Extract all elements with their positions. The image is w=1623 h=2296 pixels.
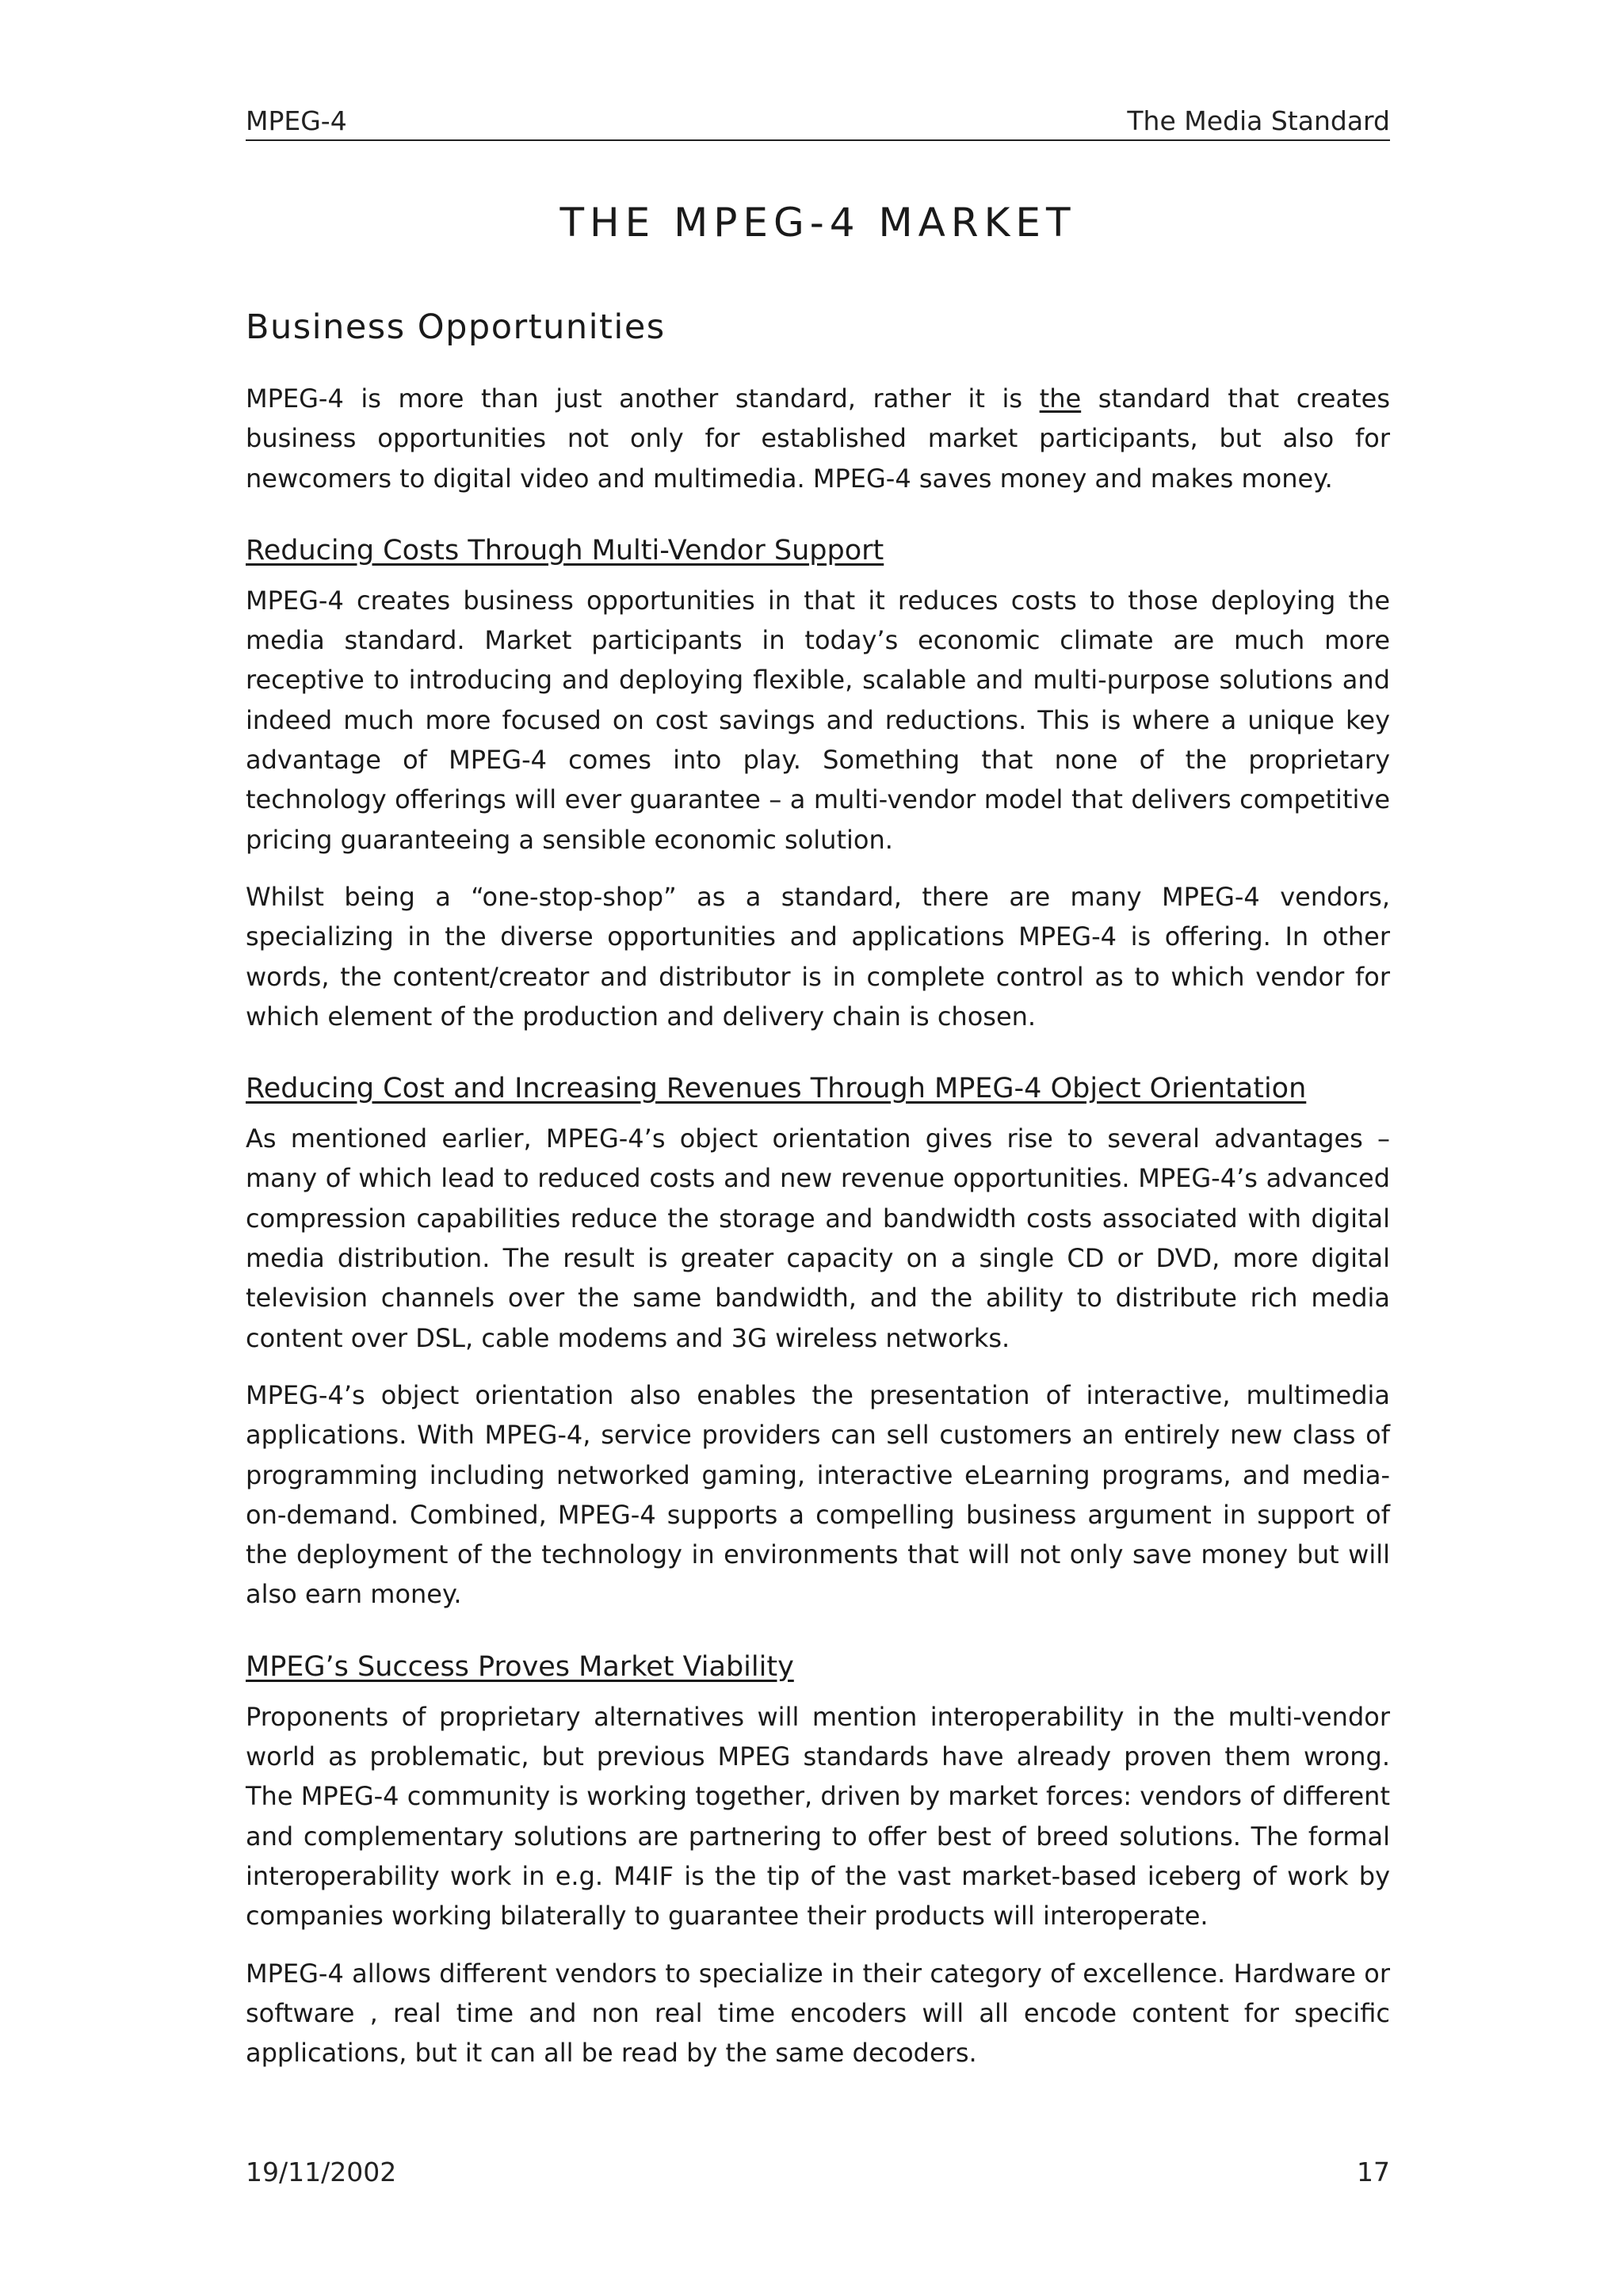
subsection-heading-object-orientation: Reducing Cost and Increasing Revenues Through MPEG-4 Object Orientation xyxy=(246,1073,1307,1105)
footer-date: 19/11/2002 xyxy=(246,2157,397,2187)
intro-emphasis: the xyxy=(1039,383,1082,414)
paragraph: Whilst being a “one-stop-shop” as a standard, there are many MPEG-4 vendors, specializing in the diverse opportunities and applications MPEG-4 is offering. In other words, the content/creator and distributor is in complete control as to which vendor for which element of the production and delivery chain is chosen. xyxy=(246,881,1390,1032)
paragraph: MPEG-4’s object orientation also enables the presentation of interactive, multimedia applications. With MPEG-4, service providers can sell customers an entirely new class of programming including networked gaming, interactive eLearning programs, and media-on-demand. Combined, MPEG-4 supports a compelling business argument in support of the deployment of the technology in environments that will not only save money but will also earn money. xyxy=(246,1379,1390,1610)
paragraph: MPEG-4 creates business opportunities in that it reduces costs to those deploying the media standard. Market participants in today’s economic climate are much more receptive to introducing and deploying flexible, scalable and multi-purpose solutions and indeed much more focused on cost savings and reductions. This is where a unique key advantage of MPEG-4 comes into play. Something that none of the proprietary technology offerings will ever guarantee – a multi-vendor model that delivers competitive pricing guaranteeing a sensible economic solution. xyxy=(246,585,1390,855)
section-heading: Business Opportunities xyxy=(246,307,666,347)
intro-text-before: MPEG-4 is more than just another standard, rather it is xyxy=(246,383,1040,414)
paragraph: Proponents of proprietary alternatives will mention interoperability in the multi-vendor world as problematic, but previous MPEG standards have already proven them wrong. The MPEG-4 community is working together, driven by market forces: vendors of different and complementary solutions are partnering to offer best of breed solutions. The formal interoperability work in e.g. M4IF is the tip of the vast market-based iceberg of work by companies working bilaterally to guarantee their products will interoperate. xyxy=(246,1701,1390,1932)
page-content xyxy=(246,307,1390,2090)
page-header xyxy=(246,93,1390,141)
subsection-heading-market-viability: MPEG’s Success Proves Market Viability xyxy=(246,1650,794,1683)
header-right: The Media Standard xyxy=(1127,105,1390,136)
paragraph: MPEG-4 allows different vendors to specialize in their category of excellence. Hardware or software , real time and non real time encoders will all encode content for specific applications, but it can all be read by the same decoders. xyxy=(246,1958,1390,2069)
page-footer xyxy=(246,2157,1390,2187)
subsection-heading-multi-vendor: Reducing Costs Through Multi-Vendor Support xyxy=(246,534,884,566)
paragraph: As mentioned earlier, MPEG-4’s object orientation gives rise to several advantages – many of which lead to reduced costs and new revenue opportunities. MPEG-4’s advanced compression capabilities reduce the storage and bandwidth costs associated with digital media distribution. The result is greater capacity on a single CD or DVD, more digital television channels over the same bandwidth, and the ability to distribute rich media content over DSL, cable modems and 3G wireless networks. xyxy=(246,1123,1390,1353)
header-left: MPEG-4 xyxy=(246,105,347,136)
page-title: THE MPEG-4 MARKET xyxy=(559,200,1076,246)
intro-paragraph xyxy=(246,379,1390,498)
intro-text-after: standard that creates business opportunities not only for established market participants, but also for newcomers to digital video and multimedia. MPEG-4 saves money and makes money. xyxy=(246,383,1391,494)
page-number: 17 xyxy=(1357,2157,1390,2187)
